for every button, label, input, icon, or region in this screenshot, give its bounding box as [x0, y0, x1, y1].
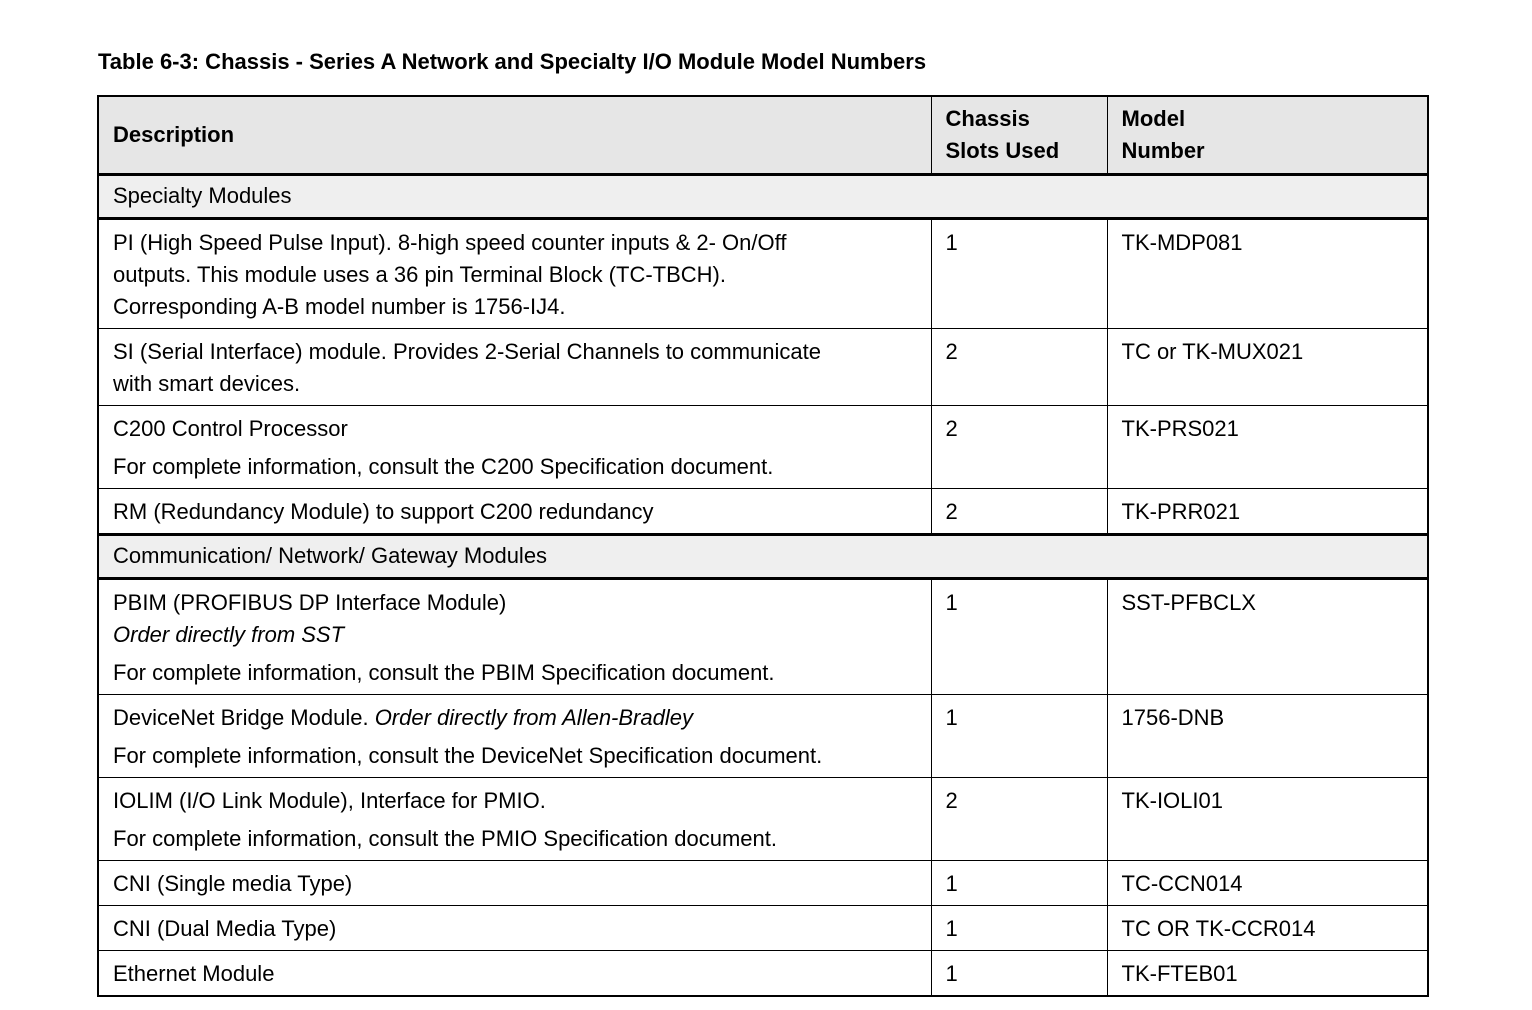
model-cell: 1756-DNB — [1107, 694, 1428, 777]
description-italic-note: Order directly from SST — [113, 621, 345, 647]
description-main: DeviceNet Bridge Module. — [113, 704, 375, 730]
description-note: For complete information, consult the DeviceNet Specification document. — [113, 742, 823, 768]
model-numbers-table — [97, 95, 1429, 997]
description-line: PBIM (PROFIBUS DP Interface Module) — [113, 589, 507, 615]
table-row — [98, 218, 1428, 328]
description-note: For complete information, consult the PMIO Specification document. — [113, 825, 777, 851]
slots-cell: 2 — [931, 777, 1107, 860]
slots-header-line1: Chassis — [945, 106, 1030, 131]
slots-cell: 1 — [931, 578, 1107, 694]
slots-cell: 1 — [931, 694, 1107, 777]
description-cell — [98, 860, 931, 905]
model-cell: TC or TK-MUX021 — [1107, 328, 1428, 405]
model-cell: TK-FTEB01 — [1107, 950, 1428, 996]
slots-cell: 1 — [931, 905, 1107, 950]
table-row — [98, 860, 1428, 905]
description-line: CNI (Dual Media Type) — [113, 915, 337, 941]
description-line: IOLIM (I/O Link Module), Interface for PMIO. — [113, 787, 546, 813]
model-cell: TK-PRR021 — [1107, 488, 1428, 534]
description-cell — [98, 328, 931, 405]
description-line: Corresponding A-B model number is 1756-IJ4. — [113, 293, 566, 319]
description-cell — [98, 405, 931, 488]
slots-cell: 1 — [931, 860, 1107, 905]
description-cell — [98, 777, 931, 860]
table-row — [98, 694, 1428, 777]
model-cell: SST-PFBCLX — [1107, 578, 1428, 694]
slots-cell: 2 — [931, 488, 1107, 534]
slots-cell: 2 — [931, 328, 1107, 405]
description-line: outputs. This module uses a 36 pin Terminal Block (TC-TBCH). — [113, 261, 726, 287]
table-row — [98, 578, 1428, 694]
slots-cell: 2 — [931, 405, 1107, 488]
slots-cell: 1 — [931, 218, 1107, 328]
model-cell: TK-PRS021 — [1107, 405, 1428, 488]
description-cell — [98, 905, 931, 950]
description-cell — [98, 488, 931, 534]
description-line: RM (Redundancy Module) to support C200 redundancy — [113, 498, 654, 524]
description-line — [113, 702, 917, 734]
table-row — [98, 777, 1428, 860]
description-line: with smart devices. — [113, 370, 301, 396]
table-row — [98, 328, 1428, 405]
model-header-line2: Number — [1121, 138, 1205, 163]
description-cell — [98, 578, 931, 694]
description-note: For complete information, consult the C200 Specification document. — [113, 453, 774, 479]
section-title: Specialty Modules — [98, 174, 1428, 218]
model-cell: TC-CCN014 — [1107, 860, 1428, 905]
description-cell — [98, 950, 931, 996]
description-line: C200 Control Processor — [113, 415, 348, 441]
table-row — [98, 950, 1428, 996]
section-row-communication — [98, 534, 1428, 578]
description-cell — [98, 694, 931, 777]
model-header-line1: Model — [1121, 106, 1186, 131]
description-cell — [98, 218, 931, 328]
model-cell: TK-MDP081 — [1107, 218, 1428, 328]
table-row — [98, 488, 1428, 534]
section-title: Communication/ Network/ Gateway Modules — [98, 534, 1428, 578]
description-line: SI (Serial Interface) module. Provides 2-Serial Channels to communicate — [113, 338, 821, 364]
description-line: CNI (Single media Type) — [113, 870, 353, 896]
table-caption: Table 6-3: Chassis - Series A Network and Specialty I/O Module Model Numbers — [98, 49, 927, 74]
slots-cell: 1 — [931, 950, 1107, 996]
description-italic-note: Order directly from Allen-Bradley — [374, 704, 693, 730]
description-header: Description — [98, 96, 931, 174]
slots-header — [931, 96, 1107, 174]
model-header — [1107, 96, 1428, 174]
model-cell: TC OR TK-CCR014 — [1107, 905, 1428, 950]
header-row — [98, 96, 1428, 174]
table-row — [98, 905, 1428, 950]
description-line: PI (High Speed Pulse Input). 8-high speed counter inputs & 2- On/Off — [113, 229, 787, 255]
description-note: For complete information, consult the PBIM Specification document. — [113, 659, 775, 685]
description-line: Ethernet Module — [113, 960, 275, 986]
model-cell: TK-IOLI01 — [1107, 777, 1428, 860]
section-row-specialty — [98, 174, 1428, 218]
slots-header-line2: Slots Used — [945, 138, 1060, 163]
table-row — [98, 405, 1428, 488]
